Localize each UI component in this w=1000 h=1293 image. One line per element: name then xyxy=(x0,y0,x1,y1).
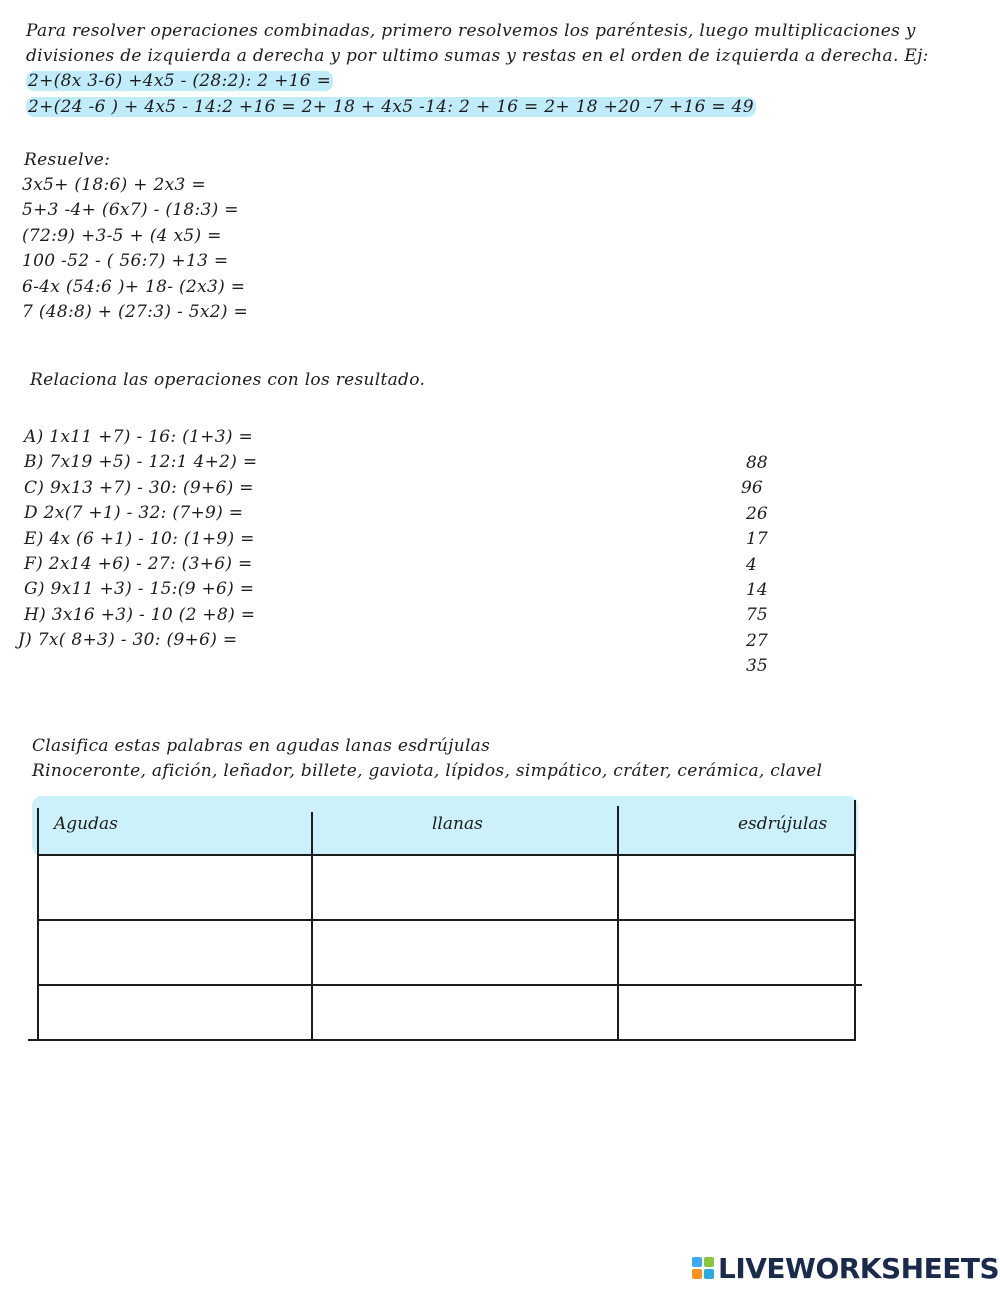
result-9: 35 xyxy=(746,656,768,677)
operation-4: D 2x(7 +1) - 32: (7+9) = xyxy=(24,503,244,524)
operation-5: E) 4x (6 +1) - 10: (1+9) = xyxy=(24,528,255,549)
operation-7: G) 9x11 +3) - 15:(9 +6) = xyxy=(24,579,255,600)
cell-agudas-2[interactable] xyxy=(39,921,311,984)
cell-llanas-3[interactable] xyxy=(313,986,617,1039)
resuelve-item-4: 100 -52 - ( 56:7) +13 = xyxy=(22,251,229,272)
example-solution-highlight: 2+(24 -6 ) + 4x5 - 14:2 +16 = 2+ 18 + 4x5 -14: 2 + 16 = 2+ 18 +20 -7 +16 = 49 xyxy=(28,97,754,117)
header-llanas: llanas xyxy=(432,814,483,834)
cell-llanas-2[interactable] xyxy=(313,921,617,984)
relaciona-title: Relaciona las operaciones con los resultado. xyxy=(30,370,426,390)
result-1: 88 xyxy=(746,453,768,473)
result-3: 26 xyxy=(746,503,768,524)
operation-1: A) 1x11 +7) - 16: (1+3) = xyxy=(24,427,254,447)
operation-2: B) 7x19 +5) - 12:1 4+2) = xyxy=(24,452,258,473)
liveworksheets-logo-icon xyxy=(692,1257,714,1279)
brand-name: LIVEWORKSHEETS xyxy=(718,1251,1000,1285)
result-8: 27 xyxy=(746,630,768,651)
cell-llanas-1[interactable] xyxy=(313,856,617,919)
cell-esdrujulas-2[interactable] xyxy=(619,921,854,984)
result-4: 17 xyxy=(746,529,768,550)
operation-3: C) 9x13 +7) - 30: (9+6) = xyxy=(24,477,254,498)
classification-table xyxy=(30,796,860,1046)
example-line-2 xyxy=(26,96,756,118)
header-agudas: Agudas xyxy=(54,814,118,834)
result-6: 14 xyxy=(746,580,768,600)
example-highlight: 2+(8x 3-6) +4x5 - (28:2): 2 +16 = xyxy=(28,71,332,91)
intro-line-2: divisiones de izquierda a derecha y por ultimo sumas y restas en el orden de izquierda a derecha. Ej: xyxy=(26,46,929,66)
liveworksheets-logo[interactable] xyxy=(692,1252,999,1284)
result-2: 96 xyxy=(741,478,763,499)
example-line-1 xyxy=(26,70,333,92)
cell-esdrujulas-3[interactable] xyxy=(619,986,854,1039)
resuelve-item-1: 3x5+ (18:6) + 2x3 = xyxy=(22,175,206,195)
header-esdrujulas: esdrújulas xyxy=(738,814,828,834)
result-7: 75 xyxy=(746,605,768,626)
cell-agudas-1[interactable] xyxy=(39,856,311,919)
operation-8: H) 3x16 +3) - 10 (2 +8) = xyxy=(24,604,256,625)
resuelve-item-5: 6-4x (54:6 )+ 18- (2x3) = xyxy=(22,276,246,297)
intro-line-1: Para resolver operaciones combinadas, primero resolvemos los paréntesis, luego multiplicaciones y xyxy=(26,21,916,41)
operation-6: F) 2x14 +6) - 27: (3+6) = xyxy=(24,554,253,574)
clasifica-words: Rinoceronte, afición, leñador, billete, gaviota, lípidos, simpático, cráter, cerámica, clavel xyxy=(32,761,823,781)
result-5: 4 xyxy=(746,554,757,575)
clasifica-title: Clasifica estas palabras en agudas lanas esdrújulas xyxy=(32,736,491,756)
cell-esdrujulas-1[interactable] xyxy=(619,856,854,919)
resuelve-item-6: 7 (48:8) + (27:3) - 5x2) = xyxy=(22,302,249,322)
resuelve-title: Resuelve: xyxy=(24,150,111,170)
cell-agudas-3[interactable] xyxy=(39,986,311,1039)
resuelve-item-3: (72:9) +3-5 + (4 x5) = xyxy=(22,225,222,246)
operation-9: J) 7x( 8+3) - 30: (9+6) = xyxy=(18,630,238,651)
resuelve-item-2: 5+3 -4+ (6x7) - (18:3) = xyxy=(22,200,239,221)
